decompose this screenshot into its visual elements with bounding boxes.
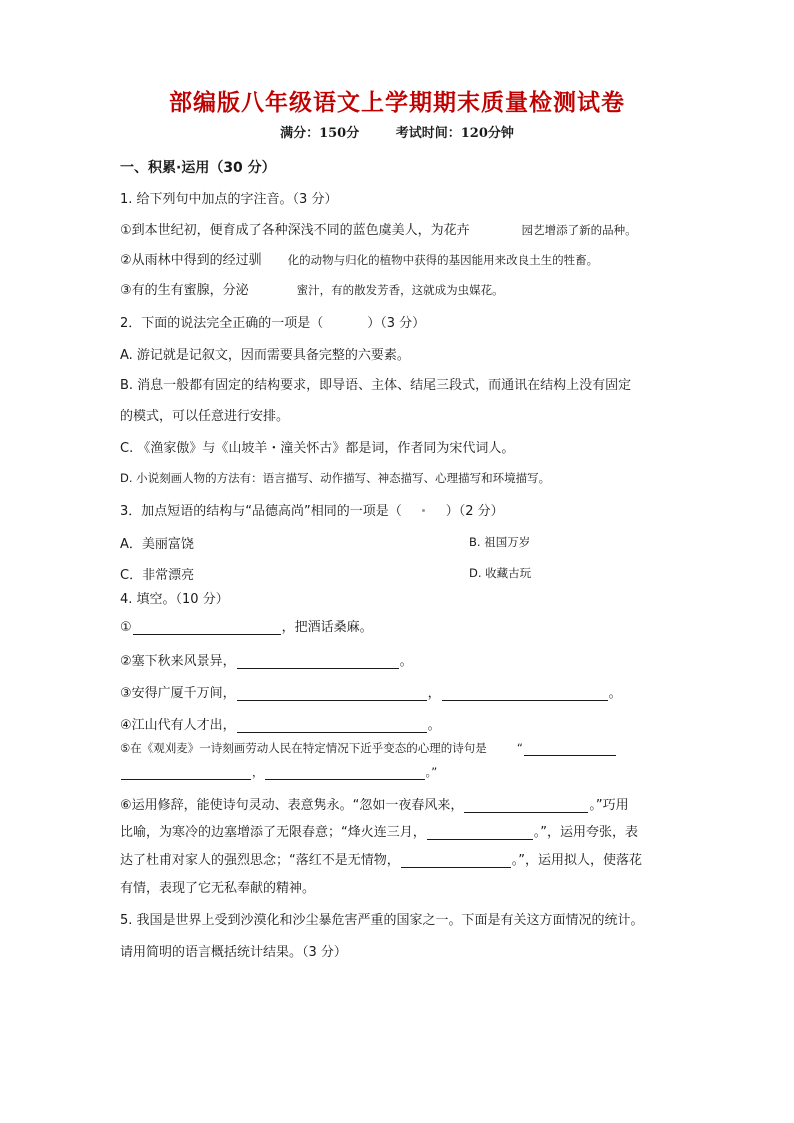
page-title: 部编版八年级语文上学期期末质量检测试卷 <box>169 89 625 116</box>
q2-option-b: B. 消息一般都有固定的结构要求，即导语、主体、结尾三段式，而通讯在结构上没有固定 <box>120 378 632 393</box>
answer-blank[interactable] <box>237 718 427 733</box>
q4-item-6-line3: 达了杜甫对家人的强烈思念；“落红不是无情物， 。”，运用拟人，使落花 <box>120 853 642 868</box>
answer-blank[interactable] <box>442 686 608 701</box>
section-heading: 一、积累·运用（30 分） <box>120 160 276 176</box>
q1-stem: 1. 给下列句中加点的字注音。（3 分） <box>120 192 338 207</box>
answer-blank[interactable] <box>265 765 425 780</box>
dot-mark <box>422 509 425 512</box>
q1-item-c: ③有的生有蜜腺，分泌 蜜汁，有的散发芳香，这就成为虫媒花。 <box>120 283 504 298</box>
q1-item-b: ②从雨林中得到的经过驯 化的动物与归化的植物中获得的基因能用来改良土生的牲畜。 <box>120 253 599 268</box>
q1-item-a: ①到本世纪初，便育成了各种深浅不同的蓝色虞美人，为花卉 园艺增添了新的品种。 <box>120 223 637 238</box>
q4-item-4: ④江山代有人才出， 。 <box>120 718 441 733</box>
answer-blank[interactable] <box>237 654 399 669</box>
answer-blank[interactable] <box>121 765 251 780</box>
q3-option-c: C．非常漂亮 <box>120 568 195 583</box>
exam-time: 考试时间：120分钟 <box>395 126 514 141</box>
q4-item-1: ① ，把酒话桑麻。 <box>120 620 373 635</box>
q4-item-6-line2: 比喻，为寒冷的边塞增添了无限春意；“烽火连三月， 。”，运用夸张，表 <box>120 825 638 840</box>
q4-item-6: ⑥运用修辞，能使诗句灵动、表意隽永。“忽如一夜春风来， 。”巧用 <box>120 798 629 813</box>
q5-stem-cont: 请用简明的语言概括统计结果。（3 分） <box>120 945 347 960</box>
q4-item-3: ③安得广厦千万间， ， 。 <box>120 686 622 701</box>
q3-option-b: B. 祖国万岁 <box>469 535 531 549</box>
full-score: 满分：150分 <box>280 126 360 141</box>
q3-option-d: D. 收藏古玩 <box>469 566 532 580</box>
answer-blank[interactable] <box>237 686 427 701</box>
answer-blank[interactable] <box>464 798 588 813</box>
answer-blank[interactable] <box>401 853 511 868</box>
q3-option-a: A．美丽富饶 <box>120 537 194 552</box>
q4-item-5: ⑤在《观刈麦》一诗刻画劳动人民在特定情况下近乎变态的心理的诗句是 “ <box>120 740 617 756</box>
answer-blank[interactable] <box>427 825 533 840</box>
q2-stem: 2．下面的说法完全正确的一项是（ ）（3 分） <box>120 316 426 331</box>
q4-item-5-cont: ， 。” <box>120 764 437 780</box>
q4-item-2: ②塞下秋来风景异， 。 <box>120 654 413 669</box>
q4-stem: 4. 填空。（10 分） <box>120 592 229 607</box>
q2-option-c: C. 《渔家傲》与《山坡羊・潼关怀古》都是词，作者同为宋代词人。 <box>120 441 515 456</box>
q2-option-b-cont: 的模式，可以任意进行安排。 <box>120 409 290 424</box>
q5-stem: 5. 我国是世界上受到沙漠化和沙尘暴危害严重的国家之一。下面是有关这方面情况的统计。 <box>120 913 644 928</box>
q2-option-d: D. 小说刻画人物的方法有：语言描写、动作描写、神态描写、心理描写和环境描写。 <box>120 471 551 485</box>
q4-item-6-line4: 有情，表现了它无私奉献的精神。 <box>120 881 316 896</box>
exam-meta <box>0 122 794 141</box>
answer-blank[interactable] <box>133 620 281 635</box>
q2-option-a: A. 游记就是记叙文，因而需要具备完整的六要素。 <box>120 348 410 363</box>
q3-stem: 3．加点短语的结构与“品德高尚”相同的一项是（ ）（2 分） <box>120 504 504 519</box>
answer-blank[interactable] <box>524 741 616 756</box>
